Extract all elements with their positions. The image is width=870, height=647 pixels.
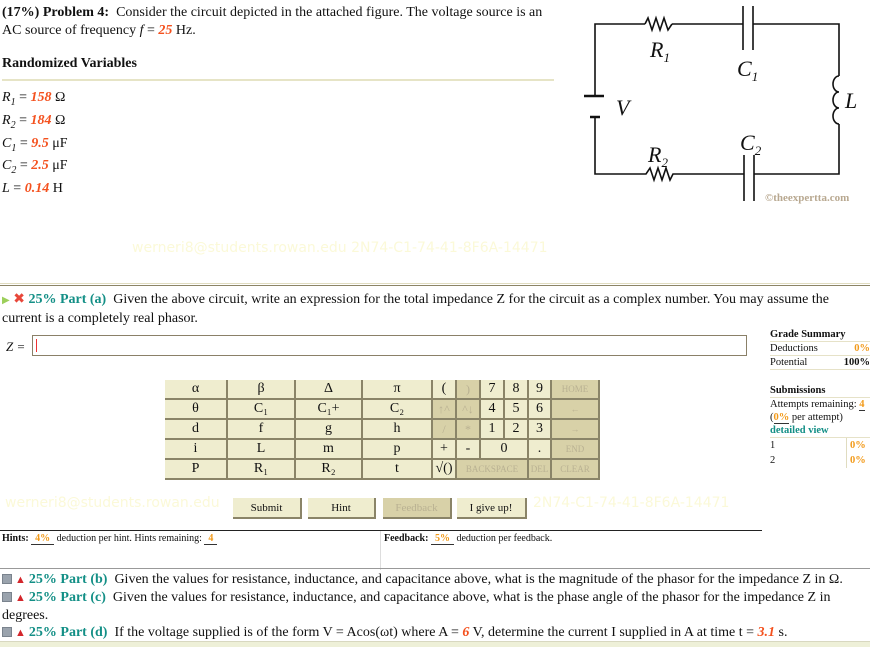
key-end[interactable]: END xyxy=(552,440,600,460)
watermark: 2N74-C1-74-41-8F6A-14471 xyxy=(533,495,730,511)
key-3[interactable]: 3 xyxy=(529,420,552,440)
detailed-view-link[interactable]: detailed view xyxy=(770,424,870,438)
key-→[interactable]: → xyxy=(552,420,600,440)
text-caret xyxy=(36,339,37,352)
variable-c2: $C_2 = 2.5$ μF xyxy=(2,158,68,177)
key-+[interactable]: + xyxy=(433,440,457,460)
problem-statement: (17%) Problem 4: Consider the circuit depicted in the attached figure. The voltage source is an AC source of frequency f = 25 Hz. xyxy=(2,5,543,38)
key-1[interactable]: 1 xyxy=(481,420,505,440)
key-*[interactable]: * xyxy=(457,420,481,440)
answer-input[interactable] xyxy=(32,335,747,356)
warning-icon: ▲ xyxy=(15,627,26,639)
key-c₂[interactable]: C₂ xyxy=(363,400,433,420)
key-d[interactable]: d xyxy=(165,420,228,440)
circuit-figure xyxy=(580,0,870,210)
section-divider xyxy=(0,283,870,286)
feedback-info: Feedback: 5% deduction per feedback. xyxy=(384,533,553,544)
svg-text:V: V xyxy=(616,95,630,120)
key-m[interactable]: m xyxy=(296,440,363,460)
key-^↓[interactable]: ^↓ xyxy=(457,400,481,420)
key-c₁+[interactable]: C₁+ xyxy=(296,400,363,420)
key-.[interactable]: . xyxy=(529,440,552,460)
part-c[interactable]: ▲ 25% Part (c) Given the values for resistance, inductance, and capacitance above, what is the phase angle of the phasor for the impedance Z in degrees. xyxy=(2,590,831,623)
incorrect-x-icon: ✖ xyxy=(13,292,25,307)
warning-icon: ▲ xyxy=(15,574,26,586)
key-([interactable]: ( xyxy=(433,380,457,400)
key-g[interactable]: g xyxy=(296,420,363,440)
key-home[interactable]: HOME xyxy=(552,380,600,400)
key-c₁[interactable]: C₁ xyxy=(228,400,296,420)
key-√()[interactable]: √() xyxy=(433,460,457,480)
key-p[interactable]: P xyxy=(165,460,228,480)
key-4[interactable]: 4 xyxy=(481,400,505,420)
key-←[interactable]: ← xyxy=(552,400,600,420)
key-8[interactable]: 8 xyxy=(505,380,529,400)
key--[interactable]: - xyxy=(457,440,481,460)
divider xyxy=(380,531,381,570)
hints-info: Hints: 4% deduction per hint. Hints remaining: 4 xyxy=(2,533,217,544)
svg-text:C2: $C_2$ xyxy=(740,130,762,158)
inductor-icon xyxy=(833,76,839,124)
frequency-value: 25 xyxy=(158,23,173,38)
variable-l: L = 0.14 H xyxy=(2,181,63,197)
give-up-button[interactable]: I give up! xyxy=(457,498,527,519)
symbol-keypad xyxy=(165,380,600,480)
randomized-variables-title: Randomized Variables xyxy=(2,56,137,71)
key-l[interactable]: L xyxy=(228,440,296,460)
key-)[interactable]: ) xyxy=(457,380,481,400)
variables-list xyxy=(2,89,68,203)
key-h[interactable]: h xyxy=(363,420,433,440)
part-a-question: ▶ ✖ 25% Part (a) Given the above circuit, write an expression for the total impedance Z for the circuit as a complex number. You may assume the current is a completely real phasor. xyxy=(2,292,829,326)
divider xyxy=(0,568,870,569)
variable-r2: $R_2 = 184$ Ω xyxy=(2,112,66,131)
key-t[interactable]: t xyxy=(363,460,433,480)
watermark: werneri8@students.rowan.edu xyxy=(5,495,220,511)
key-β[interactable]: β xyxy=(228,380,296,400)
watermark: werneri8@students.rowan.edu 2N74-C1-74-41-8F6A-14471 xyxy=(132,240,548,256)
key-/[interactable]: / xyxy=(433,420,457,440)
svg-text:R1: $R_1$ xyxy=(650,37,670,65)
key-f[interactable]: f xyxy=(228,420,296,440)
key-δ[interactable]: Δ xyxy=(296,380,363,400)
svg-text:L: L xyxy=(845,88,858,113)
feedback-button[interactable]: Feedback xyxy=(383,498,452,519)
other-parts xyxy=(2,571,862,642)
part-icon xyxy=(2,574,12,584)
key-backspace[interactable]: BACKSPACE xyxy=(457,460,529,480)
key-r₂[interactable]: R₂ xyxy=(296,460,363,480)
key-r₁[interactable]: R₁ xyxy=(228,460,296,480)
key-θ[interactable]: θ xyxy=(165,400,228,420)
part-icon xyxy=(2,627,12,637)
submit-button[interactable]: Submit xyxy=(233,498,302,519)
key-9[interactable]: 9 xyxy=(529,380,552,400)
wire xyxy=(595,24,645,95)
key-clear[interactable]: CLEAR xyxy=(552,460,600,480)
key-i[interactable]: i xyxy=(165,440,228,460)
key-2[interactable]: 2 xyxy=(505,420,529,440)
key-↑^[interactable]: ↑^ xyxy=(433,400,457,420)
part-d[interactable]: ▲ 25% Part (d) If the voltage supplied is of the form V = Acos(ωt) where A = 6 V, determine the current I supplied in A at time t = 3.1 s. xyxy=(2,624,862,642)
grade-summary: Grade Summary Deductions 0% Potential 100% Submissions Attempts remaining: 4 (0% per attempt) detailed view 1 0% 2 0% xyxy=(770,329,870,466)
svg-text:C1: $C_1$ xyxy=(737,56,759,84)
variable-r1: $R_1 = 158$ Ω xyxy=(2,90,66,108)
resistor-r1-icon xyxy=(645,18,672,30)
expand-arrow-icon[interactable]: ▶ xyxy=(2,295,10,306)
part-b[interactable]: ▲ 25% Part (b) Given the values for resistance, inductance, and capacitance above, what is the magnitude of the phasor for the impedance Z in Ω. xyxy=(2,571,862,589)
key-6[interactable]: 6 xyxy=(529,400,552,420)
footer-bar xyxy=(0,641,870,647)
key-p[interactable]: p xyxy=(363,440,433,460)
svg-text:R2: $R_2$ xyxy=(648,142,668,170)
variable-c1: $C_1 = 9.5$ μF xyxy=(2,135,68,154)
key-del[interactable]: DEL xyxy=(529,460,552,480)
key-α[interactable]: α xyxy=(165,380,228,400)
z-input-label: Z = xyxy=(6,339,26,354)
key-5[interactable]: 5 xyxy=(505,400,529,420)
hint-button[interactable]: Hint xyxy=(308,498,376,519)
key-π[interactable]: π xyxy=(363,380,433,400)
key-0[interactable]: 0 xyxy=(481,440,529,460)
part-icon xyxy=(2,592,12,602)
warning-icon: ▲ xyxy=(15,592,26,604)
divider xyxy=(2,79,554,81)
figure-copyright: ©theexpertta.com xyxy=(765,192,850,204)
key-7[interactable]: 7 xyxy=(481,380,505,400)
